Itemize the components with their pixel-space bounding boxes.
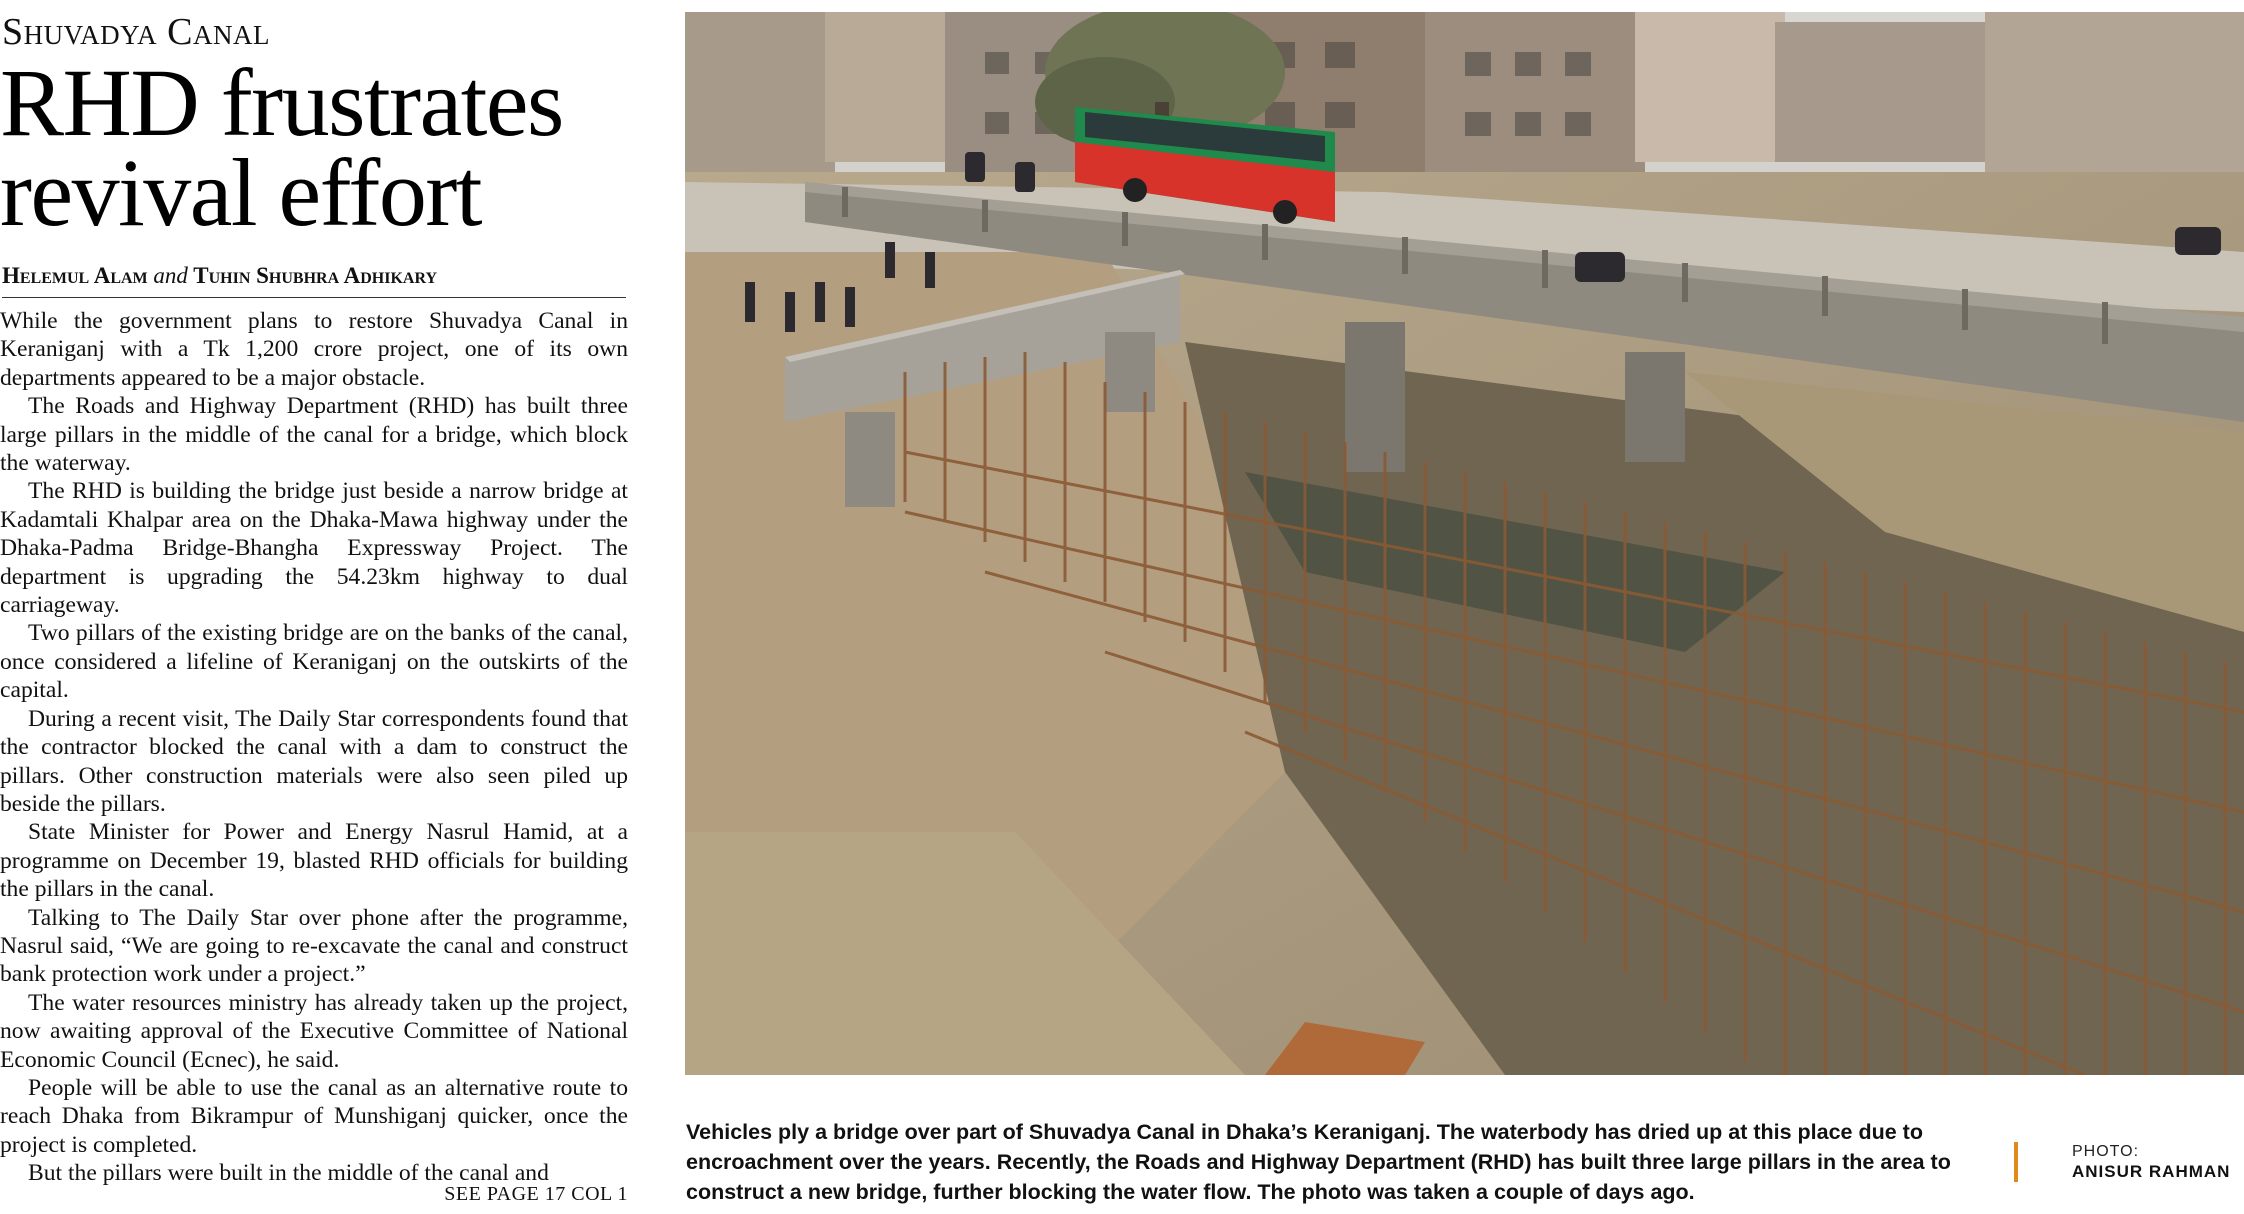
photo-credit-label: PHOTO: — [2072, 1143, 2140, 1160]
photo-caption: Vehicles ply a bridge over part of Shuvadya Canal in Dhaka’s Keraniganj. The waterbody has dried up at this place due to encroachment over the years. Recently, the Roads and Highway Department (RHD) has built three large pillars in the area to construct a new bridge, further blocking the water flow. The photo was taken a couple of days ago. — [686, 1120, 1951, 1204]
article-body — [0, 307, 628, 1188]
paragraph: Talking to The Daily Star over phone after the programme, Nasrul said, “We are going to re-excavate the canal and construct bank protection work under a project.” — [0, 904, 628, 988]
byline — [2, 263, 626, 298]
news-photo — [685, 12, 2244, 1075]
paragraph: During a recent visit, The Daily Star correspondents found that the contractor blocked the canal with a dam to construct the pillars. Other construction materials were also seen piled up beside the pillars. — [0, 705, 628, 817]
headline-line-2: revival effort — [0, 139, 481, 246]
section-kicker: Shuvadya Canal — [2, 11, 270, 53]
headline — [0, 49, 628, 246]
paragraph: The Roads and Highway Department (RHD) has built three large pillars in the middle of the canal for a bridge, which block the waterway. — [0, 393, 628, 477]
photo-illustration — [685, 12, 2244, 1075]
jump-line: SEE PAGE 17 COL 1 — [444, 1183, 628, 1205]
credit-accent-bar — [2014, 1142, 2018, 1182]
paragraph: The water resources ministry has already taken up the project, now awaiting approval of the Executive Committee of National Economic Council (Ecnec), he said. — [0, 989, 628, 1073]
paragraph: People will be able to use the canal as an alternative route to reach Dhaka from Bikrampur of Munshiganj quicker, once the project is completed. — [0, 1074, 628, 1158]
byline-author-2: Tuhin Shubhra Adhikary — [193, 263, 438, 288]
paragraph: State Minister for Power and Energy Nasrul Hamid, at a programme on December 19, blasted RHD officials for building the pillars in the canal. — [0, 819, 628, 903]
byline-conjunction: and — [153, 263, 188, 288]
paragraph: The RHD is building the bridge just beside a narrow bridge at Kadamtali Khalpar area on the Dhaka-Mawa highway under the Dhaka-Padma Bridge-Bhangha Expressway Project. The department is upgrading the 54.23km highway to dual carriageway. — [0, 478, 628, 619]
byline-author-1: Helemul Alam — [2, 263, 148, 288]
headline-line-1: RHD frustrates — [0, 49, 563, 156]
paragraph: While the government plans to restore Shuvadya Canal in Keraniganj with a Tk 1,200 crore project, one of its own departments appeared to be a major obstacle. — [0, 308, 628, 391]
photo-credit-name: ANISUR RAHMAN — [2072, 1162, 2231, 1181]
article-column — [0, 0, 628, 1214]
paragraph: Two pillars of the existing bridge are on the banks of the canal, once considered a lifeline of Keraniganj on the outskirts of the capital. — [0, 620, 628, 704]
paragraph: But the pillars were built in the middle of the canal and — [28, 1160, 549, 1187]
